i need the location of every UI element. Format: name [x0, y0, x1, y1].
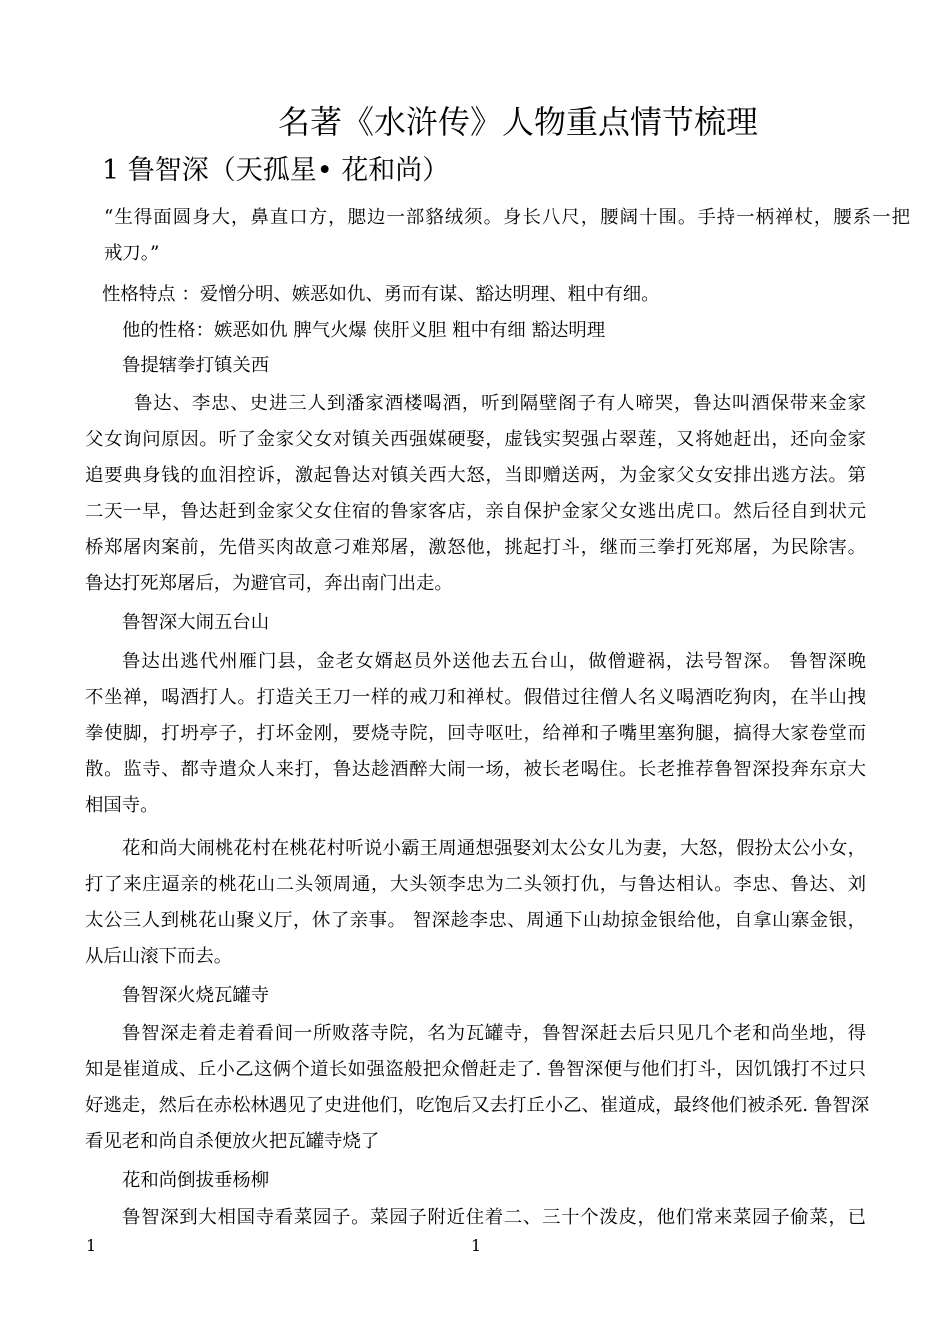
paragraph-line: 父女询问原因。听了金家父女对镇关西强媒硬娶，虚钱实契强占翠莲，又将她赶出，还向金家 — [85, 429, 866, 450]
section-heading: 1 鲁智深（天孤星• 花和尚） — [102, 155, 450, 186]
paragraph-line: 好逃走，然后在赤松林遇见了史进他们，吃饱后又去打丘小乙、崔道成，最终他们被杀死. 鲁智深 — [85, 1095, 870, 1116]
paragraph-line: 从后山滚下而去。 — [85, 946, 233, 967]
paragraph-line: 追要典身钱的血泪控诉，激起鲁达对镇关西大怒，当即赠送两，为金家父女安排出逃方法。第 — [85, 465, 866, 486]
traits-text: 性格特点 ：爱憎分明、嫉恶如仇、勇而有谋、豁达明理、粗中有细。 — [102, 284, 660, 305]
paragraph-line: 散。监寺、都寺遣众人来打，鲁达趁酒醉大闹一场，被长老喝住。长老推荐鲁智深投奔东京大 — [85, 759, 866, 780]
personality-text: 他的性格：嫉恶如仇 脾气火爆 侠肝义胆 粗中有细 豁达明理 — [122, 320, 606, 341]
paragraph-line: 鲁智深走着走着看间一所败落寺院，名为瓦罐寺，鲁智深赶去后只见几个老和尚坐地，得 — [122, 1023, 866, 1044]
paragraph-line: 相国寺。 — [85, 795, 159, 816]
paragraph-line: 鲁达、李忠、史进三人到潘家酒楼喝酒，听到隔壁阁子有人啼哭，鲁达叫酒保带来金家 — [134, 393, 866, 414]
episode-heading: 鲁提辖拳打镇关西 — [122, 355, 270, 376]
page-number-left: 1 — [86, 1236, 97, 1255]
paragraph-line: 鲁达出逃代州雁门县，金老女婿赵员外送他去五台山，做僧避祸，法号智深。 鲁智深晚 — [122, 651, 866, 672]
quote-line: “生得面圆身大，鼻直口方，腮边一部貉绒须。身长八尺，腰阔十围。手持一柄禅杖，腰系一把 — [104, 207, 910, 228]
paragraph-line: 不坐禅，喝酒打人。打造关王刀一样的戒刀和禅杖。假借过往僧人名义喝酒吃狗肉，在半山拽 — [85, 687, 866, 708]
paragraph-line: 知是崔道成、丘小乙这俩个道长如强盗般把众僧赶走了. 鲁智深便与他们打斗，因饥饿打不过只 — [85, 1059, 866, 1080]
quote-line: 戒刀。” — [104, 243, 160, 264]
paragraph-line: 二天一早，鲁达赶到金家父女住宿的鲁家客店，亲自保护金家父女逃出虎口。然后径自到状元 — [85, 501, 866, 522]
episode-heading: 鲁智深大闹五台山 — [122, 612, 270, 633]
paragraph-line: 花和尚大闹桃花村在桃花村听说小霸王周通想强娶刘太公女儿为妻，大怒，假扮太公小女， — [122, 838, 866, 859]
paragraph-line: 拳使脚，打坍亭子，打坏金刚，要烧寺院，回寺呕吐，给禅和子嘴里塞狗腿，搞得大家卷堂而 — [85, 723, 866, 744]
paragraph-line: 打了来庄逼亲的桃花山二头领周通，大头领李忠为二头领打仇，与鲁达相认。李忠、鲁达、刘 — [85, 874, 866, 895]
paragraph-line: 看见老和尚自杀便放火把瓦罐寺烧了 — [85, 1131, 380, 1152]
episode-heading: 花和尚倒拔垂杨柳 — [122, 1170, 270, 1191]
document-title: 名著《水浒传》人物重点情节梳理 — [278, 103, 759, 141]
paragraph-line: 鲁达打死郑屠后，为避官司，奔出南门出走。 — [85, 573, 453, 594]
paragraph-line: 太公三人到桃花山聚义厅，休了亲事。 智深趁李忠、周通下山劫掠金银给他，自拿山寨金银， — [85, 910, 866, 931]
paragraph-line: 桥郑屠肉案前，先借买肉故意刁难郑屠，激怒他，挑起打斗，继而三拳打死郑屠，为民除害。 — [85, 537, 866, 558]
page-number-center: 1 — [471, 1236, 482, 1255]
paragraph-line: 鲁智深到大相国寺看菜园子。菜园子附近住着二、三十个泼皮，他们常来菜园子偷菜，已 — [122, 1207, 866, 1228]
episode-heading: 鲁智深火烧瓦罐寺 — [122, 985, 270, 1006]
